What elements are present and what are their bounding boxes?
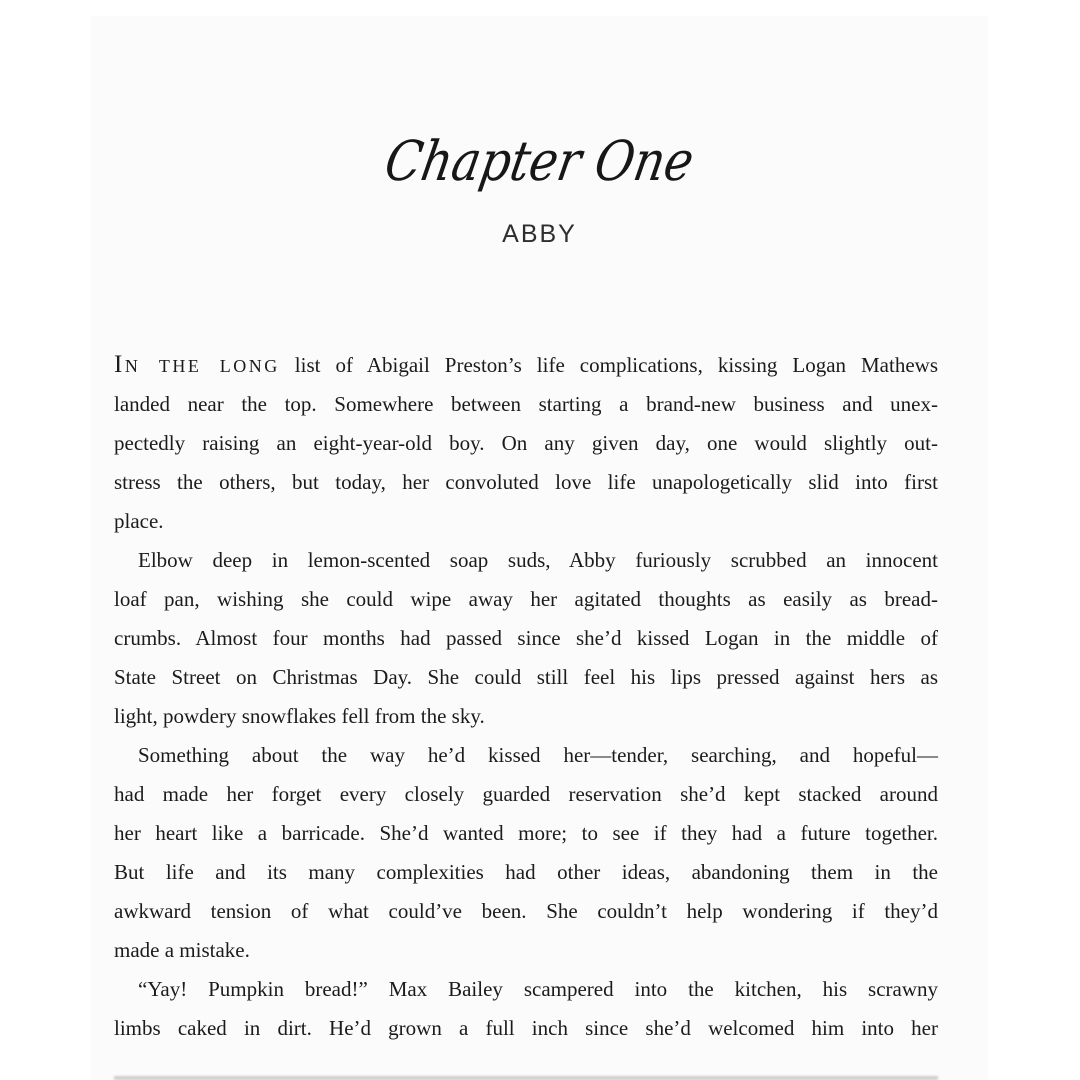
chapter-title: Chapter One [380,129,699,193]
paragraph [114,970,938,1048]
paragraph [114,736,938,970]
text-line: place. [114,509,164,533]
book-page [91,16,988,1080]
chapter-subtitle: ABBY [502,220,577,248]
text-line: had made her forget every closely guarded reservation she’d kept stacked around [114,782,938,806]
text-line: State Street on Christmas Day. She could still feel his lips pressed against hers as [114,665,938,689]
text-line: Elbow deep in lemon-scented soap suds, Abby furiously scrubbed an innocent [138,548,938,572]
text-line: crumbs. Almost four months had passed since she’d kissed Logan in the middle of [114,626,938,650]
paragraph [114,541,938,736]
text-line: landed near the top. Somewhere between starting a brand-new business and unex- [114,392,938,416]
chapter-heading [91,110,988,248]
paragraph [114,346,938,541]
body-text [114,346,938,1048]
cutoff-next-line [114,1076,938,1080]
text-line: light, powdery snowflakes fell from the sky. [114,704,485,728]
text-line: loaf pan, wishing she could wipe away her agitated thoughts as easily as bread- [114,587,938,611]
text-line: her heart like a barricade. She’d wanted more; to see if they had a future together. [114,821,938,845]
smallcaps-opener: In the long [114,351,280,378]
text-line: limbs caked in dirt. He’d grown a full inch since she’d welcomed him into her [114,1016,938,1040]
text-line: awkward tension of what could’ve been. She couldn’t help wondering if they’d [114,899,938,923]
text-line: Something about the way he’d kissed her—tender, searching, and hopeful— [138,743,938,767]
text-line: stress the others, but today, her convoluted love life unapologetically slid into first [114,470,938,494]
text-line: “Yay! Pumpkin bread!” Max Bailey scampered into the kitchen, his scrawny [138,977,938,1001]
text-line: made a mistake. [114,938,250,962]
text-line: But life and its many complexities had other ideas, abandoning them in the [114,860,938,884]
text-line: In the long list of Abigail Preston’s life complications, kissing Logan Mathews [114,351,938,378]
text-line: pectedly raising an eight-year-old boy. On any given day, one would slightly out- [114,431,938,455]
